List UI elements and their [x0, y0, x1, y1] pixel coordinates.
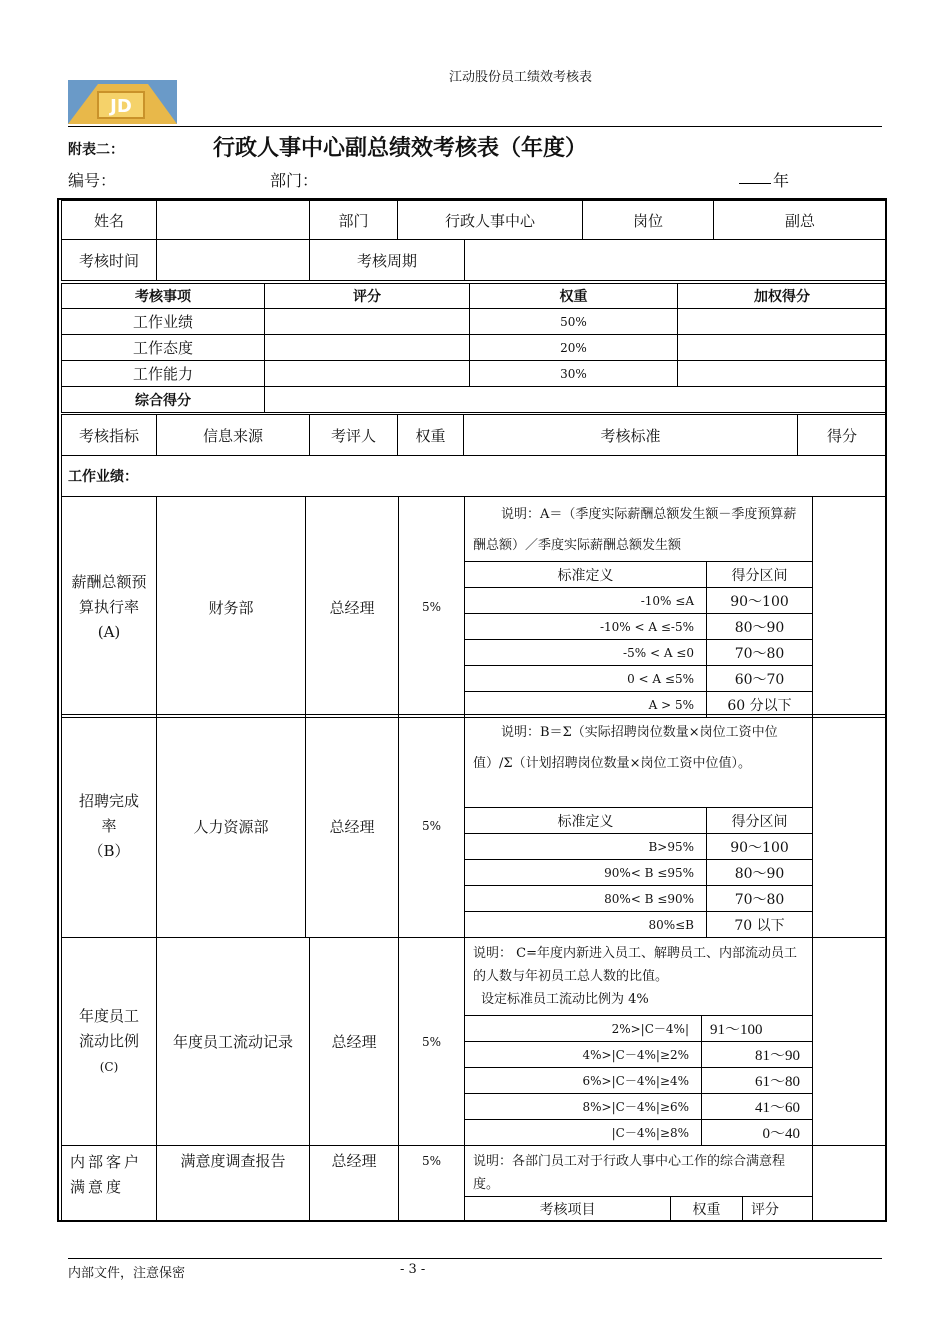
header-doc-title: 江动股份员工绩效考核表: [449, 70, 593, 85]
item-c-score[interactable]: [813, 938, 887, 1146]
item-a-range: 60～70: [707, 666, 813, 692]
post-value: 副总: [714, 201, 887, 240]
summary-header: 权重: [470, 284, 678, 309]
item-c-range: 41～60: [702, 1094, 813, 1120]
item-c-range: 61～80: [702, 1068, 813, 1094]
item-d-table: [61, 1145, 887, 1221]
summary-header: 考核事项: [62, 284, 265, 309]
item-d-weight: 5%: [399, 1146, 465, 1221]
item-c-def: 8%>|C－4%|≥6%: [465, 1094, 702, 1120]
footer-divider: [68, 1258, 882, 1259]
item-c-rater: 总经理: [310, 938, 399, 1146]
item-b-def: 80%≤B: [465, 912, 707, 938]
item-b-table: [61, 714, 887, 938]
year-label: 年: [773, 171, 790, 190]
summary-item: 工作业绩: [62, 309, 265, 335]
item-d-name: 内部客户满意度: [62, 1146, 157, 1221]
item-b-def: B>95%: [465, 834, 707, 860]
item-c-def: 4%>|C－4%|≥2%: [465, 1042, 702, 1068]
footer-confidential: 内部文件，注意保密: [68, 1266, 186, 1281]
item-c-def: |C－4%|≥8%: [465, 1120, 702, 1146]
item-a-score[interactable]: [813, 497, 887, 718]
page-number: - 3 -: [400, 1262, 426, 1277]
item-b-weight: 5%: [399, 715, 465, 938]
info-table: [61, 200, 887, 240]
summary-weight: 30%: [470, 361, 678, 387]
std-def-header: 标准定义: [465, 562, 707, 588]
summary-weight: 50%: [470, 309, 678, 335]
sub-header: 评分: [743, 1197, 813, 1221]
number-label: 编号：: [68, 171, 117, 190]
item-a-rater: 总经理: [306, 497, 399, 718]
item-b-rater: 总经理: [306, 715, 399, 938]
item-a-name: 薪酬总额预算执行率 (A): [62, 497, 157, 718]
item-b-def: 90%< B ≤95%: [465, 860, 707, 886]
item-a-range: 70～80: [707, 640, 813, 666]
sub-header: 考核项目: [465, 1197, 671, 1221]
detail-table: [61, 414, 887, 497]
year-blank[interactable]: [739, 183, 771, 184]
company-logo: [68, 80, 177, 124]
item-b-range: 70～80: [707, 886, 813, 912]
summary-score[interactable]: [265, 309, 470, 335]
item-b-def: 80%< B ≤90%: [465, 886, 707, 912]
item-c-name: 年度员工流动比例 (C): [62, 938, 157, 1146]
summary-score[interactable]: [265, 335, 470, 361]
name-field[interactable]: [157, 201, 310, 240]
item-a-range: 60 分以下: [707, 692, 813, 718]
sub-header: 权重: [671, 1197, 743, 1221]
item-a-def: -10% < A ≤-5%: [465, 614, 707, 640]
summary-weight: 20%: [470, 335, 678, 361]
item-c-source: 年度员工流动记录: [157, 938, 310, 1146]
item-b-score[interactable]: [813, 715, 887, 938]
section-label: 工作业绩：: [62, 456, 887, 497]
detail-header: 权重: [398, 415, 464, 456]
post-label: 岗位: [583, 201, 714, 240]
header-divider: [68, 126, 882, 127]
std-def-header: 标准定义: [465, 808, 707, 834]
item-c-table: [61, 937, 887, 1146]
detail-header: 考核指标: [62, 415, 157, 456]
logo-text: JD: [110, 96, 132, 117]
item-c-range: 91～100: [702, 1016, 813, 1042]
item-c-def: 6%>|C－4%|≥4%: [465, 1068, 702, 1094]
item-d-desc: 说明：各部门员工对于行政人事中心工作的综合满意程度。: [465, 1146, 813, 1197]
item-c-range: 81～90: [702, 1042, 813, 1068]
item-d-source: 满意度调查报告: [157, 1146, 310, 1221]
item-d-score[interactable]: [813, 1146, 887, 1221]
detail-header: 得分: [798, 415, 887, 456]
form-title: 行政人事中心副总绩效考核表（年度）: [213, 135, 588, 161]
summary-header: 加权得分: [678, 284, 887, 309]
item-b-range: 70 以下: [707, 912, 813, 938]
summary-weighted[interactable]: [678, 335, 887, 361]
time-label: 考核时间: [62, 240, 157, 281]
total-field[interactable]: [265, 387, 887, 413]
score-range-header: 得分区间: [707, 562, 813, 588]
time-table: [61, 239, 887, 281]
dept-label: 部门：: [270, 171, 319, 190]
name-label: 姓名: [62, 201, 157, 240]
item-a-desc: 说明：A＝（季度实际薪酬总额发生额－季度预算薪酬总额）／季度实际薪酬总额发生额: [465, 497, 813, 562]
item-c-weight: 5%: [399, 938, 465, 1146]
item-a-range: 90～100: [707, 588, 813, 614]
attachment-label: 附表二：: [68, 142, 124, 158]
item-c-def: 2%>|C－4%|: [465, 1016, 702, 1042]
item-a-def: 0 < A ≤5%: [465, 666, 707, 692]
summary-item: 工作能力: [62, 361, 265, 387]
period-label: 考核周期: [310, 240, 465, 281]
item-a-table: [61, 496, 887, 718]
item-a-def: -5% < A ≤0: [465, 640, 707, 666]
item-c-range: 0～40: [702, 1120, 813, 1146]
dept-cell-label: 部门: [310, 201, 398, 240]
summary-header: 评分: [265, 284, 470, 309]
summary-table: [61, 283, 887, 413]
summary-weighted[interactable]: [678, 361, 887, 387]
item-a-range: 80～90: [707, 614, 813, 640]
detail-header: 考评人: [310, 415, 398, 456]
item-b-source: 人力资源部: [157, 715, 306, 938]
item-b-name: 招聘完成率 （B）: [62, 715, 157, 938]
time-field[interactable]: [157, 240, 310, 281]
period-field[interactable]: [465, 240, 887, 281]
item-a-source: 财务部: [157, 497, 306, 718]
score-range-header: 得分区间: [707, 808, 813, 834]
item-a-weight: 5%: [399, 497, 465, 718]
summary-score[interactable]: [265, 361, 470, 387]
item-d-rater: 总经理: [310, 1146, 399, 1221]
item-b-range: 80～90: [707, 860, 813, 886]
detail-header: 考核标准: [464, 415, 798, 456]
item-a-def: -10% ≤A: [465, 588, 707, 614]
item-c-desc: 说明： C=年度内新进入员工、解聘员工、内部流动员工的人数与年初员工总人数的比值。 设定标准员工流动比例为 4%: [465, 938, 813, 1016]
item-a-def: A > 5%: [465, 692, 707, 718]
item-b-desc: 说明：B＝Σ（实际招聘岗位数量×岗位工资中位值）/Σ（计划招聘岗位数量×岗位工资中位值）。: [465, 715, 813, 808]
summary-weighted[interactable]: [678, 309, 887, 335]
total-label: 综合得分: [62, 387, 265, 413]
item-b-range: 90～100: [707, 834, 813, 860]
summary-item: 工作态度: [62, 335, 265, 361]
detail-header: 信息来源: [157, 415, 310, 456]
dept-value: 行政人事中心: [398, 201, 583, 240]
